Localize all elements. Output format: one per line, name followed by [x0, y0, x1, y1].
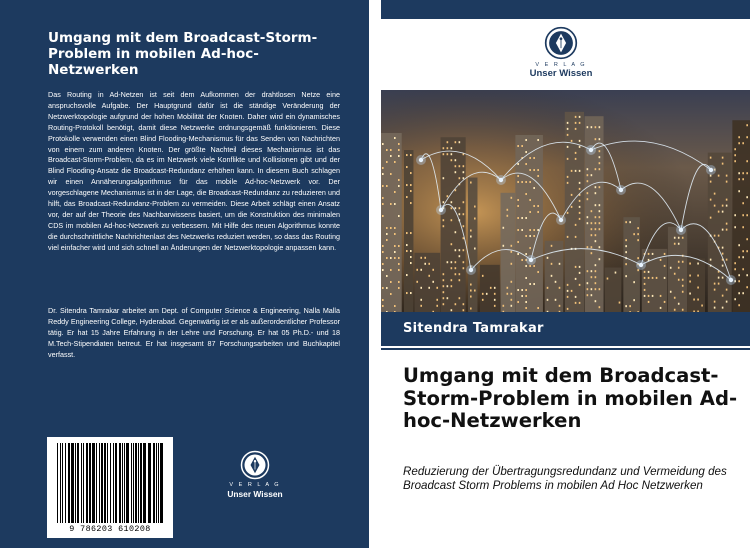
back-cover-title: Umgang mit dem Broadcast-Storm-Problem in mobilen Ad-hoc-Netzwerken — [48, 30, 318, 78]
book-spine — [369, 0, 381, 548]
back-cover — [0, 0, 369, 548]
fountain-pen-nib-icon — [544, 26, 578, 60]
front-verlag-label: V E R L A G — [535, 62, 587, 68]
barcode-number: 9 786203 610208 — [69, 524, 151, 534]
author-name: Sitendra Tamrakar — [403, 321, 544, 336]
front-cover — [381, 0, 750, 548]
front-publisher-logo — [501, 26, 621, 79]
barcode-bars — [55, 443, 165, 523]
book-title: Umgang mit dem Broadcast-Storm-Problem in mobilen Ad-hoc-Netzwerken — [403, 364, 738, 432]
author-bar — [381, 312, 750, 346]
back-publisher-name: Unser Wissen — [227, 489, 283, 499]
front-publisher-name: Unser Wissen — [529, 68, 593, 79]
night-city-network-photo — [381, 90, 750, 312]
isbn-barcode — [47, 437, 173, 538]
fountain-pen-nib-icon — [240, 450, 270, 480]
back-publisher-logo — [210, 450, 300, 510]
front-top-bar — [381, 0, 750, 19]
back-verlag-label: V E R L A G — [229, 482, 281, 488]
author-bio: Dr. Sitendra Tamrakar arbeitet am Dept. of Computer Science & Engineering, Nalla Malla Reddy Engineering College, Hyderabad. Gegenwärtig ist er als außerordentlicher Professor tätig. Er hat 15 Jahre Erfahrung in der Lehre und Forschung. Er hat 05 Ph.D.- und 18 M.Tech-Stipendiaten betreut. Er hat insgesamt 87 Forschungsarbeiten und Buchkapitel verfasst. — [48, 306, 340, 359]
book-subtitle: Reduzierung der Übertragungsredundanz und Vermeidung des Broadcast Storm Problems in mobilen Ad Hoc Netzwerken — [403, 465, 727, 493]
divider-line — [381, 348, 750, 350]
back-cover-description: Das Routing in Ad-Netzen ist seit dem Aufkommen der drahtlosen Netze eine anspruchsvolle Aufgabe. Der Hauptgrund dafür ist die ständige Veränderung der Netzwerktopologie aufgrund der hohen Mobilität der Knoten. Daher wird ein dynamisches Routing-Protokoll benötigt, damit diese Netzwerke ordnungsgemäß funktionieren. Diese Protokolle verwenden einen Blind Flooding-Mechanismus für das Senden von Nachrichten von einem zum anderen Knoten. Der größte Nachteil dieses Mechanismus ist das Broadcast-Storm-Problem, da es im Netzwerk viele Konflikte und Kollisionen gibt und der Blind Flooding-Ansatz die Broadcast-Redundanz erhöhen kann. In diesem Buch schlagen wir einen Annäherungsalgorithmus für das mobile Ad-hoc-Netzwerk vor. Der vorgeschlagene Mechanismus ist in der Lage, die Broadcast-Redundanz zu reduzieren und hilft, das Broadcast-Redundanz-Problem zu vermeiden. Diese Arbeit schlägt einen Ansatz vor, der auf der Theorie des Nachbarwissens basiert, um die Konstruktion des minimalen CDS im mobilen Ad-hoc-Netzwerk zu verbessern. Mit Hilfe des neuen Algorithmus konnte die durchschnittliche Nachrichtenlast des Netzwerks reduziert werden, so dass das Routing viel einfacher wird und sich schnell an Änderungen der Netzwerktopologie anpassen kann. — [48, 90, 340, 252]
